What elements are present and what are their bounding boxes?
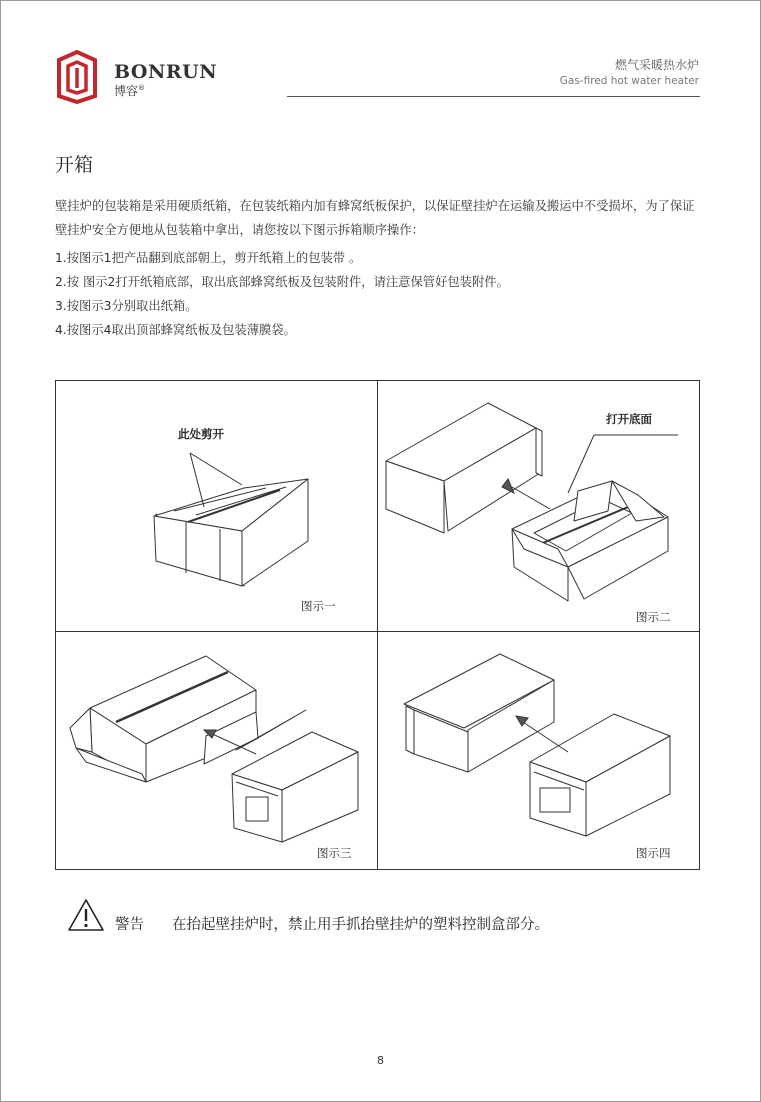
figure-2-label: 打开底面: [606, 412, 652, 426]
figure-4-illustration: [378, 632, 700, 870]
figure-1-caption: 图示一: [301, 599, 336, 613]
product-title-cn: 燃气采暖热水炉: [614, 58, 699, 72]
bonrun-logo-icon: [53, 50, 101, 104]
warning-triangle-icon: [67, 898, 105, 932]
brand-name: BONRUN: [114, 61, 218, 83]
figure-3-caption: 图示三: [317, 846, 352, 860]
step-item: 2.按 图示2打开纸箱底部，取出底部蜂窝纸板及包装附件，请注意保管好包装附件。: [55, 275, 509, 289]
warning-label: 警告: [115, 917, 144, 933]
figure-1-illustration: [56, 381, 376, 631]
product-title-en: Gas-fired hot water heater: [559, 75, 699, 87]
brand-name-cn: 博容®: [114, 84, 146, 98]
step-item: 3.按图示3分别取出纸箱。: [55, 299, 198, 313]
step-item: 1.按图示1把产品翻到底部朝上，剪开纸箱上的包装带 。: [55, 251, 362, 265]
figure-1-label: 此处剪开: [178, 427, 224, 441]
intro-paragraph: 壁挂炉的包装箱是采用硬质纸箱，在包装纸箱内加有蜂窝纸板保护，以保证壁挂炉在运输及搬运中不受损坏，为了保证壁挂炉安全方便地从包装箱中拿出，请您按以下图示拆箱顺序操作：: [55, 199, 695, 237]
step-list: [55, 246, 509, 342]
section-title: 开箱: [55, 154, 94, 176]
page-number: 8: [377, 1054, 384, 1067]
step-item: 4.按图示4取出顶部蜂窝纸板及包装薄膜袋。: [55, 323, 296, 337]
figure-2-caption: 图示二: [636, 610, 671, 624]
warning-text: 在抬起壁挂炉时，禁止用手抓抬壁挂炉的塑料控制盒部分。: [172, 917, 549, 933]
header-divider: [287, 96, 700, 97]
figure-3-illustration: [56, 632, 376, 870]
figure-4-caption: 图示四: [636, 846, 671, 860]
